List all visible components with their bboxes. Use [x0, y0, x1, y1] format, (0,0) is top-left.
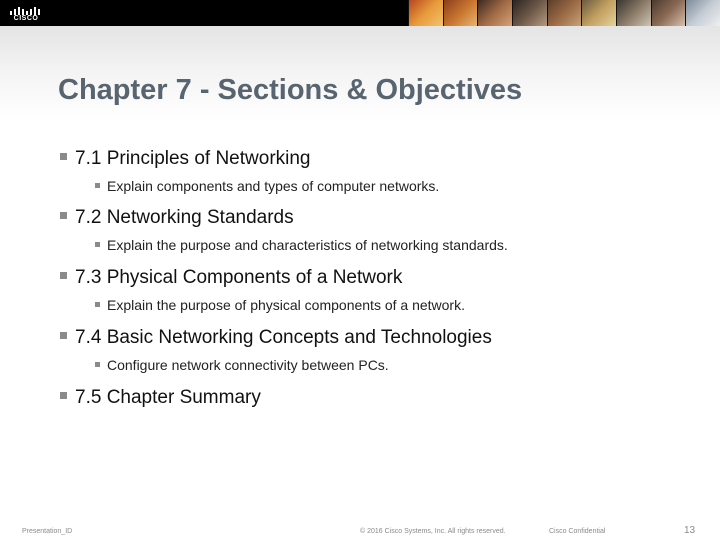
square-bullet-icon — [95, 302, 100, 307]
portrait-photo — [512, 0, 547, 26]
slide-title: Chapter 7 - Sections & Objectives — [58, 74, 523, 106]
section-heading — [60, 327, 492, 349]
header-bar — [0, 0, 720, 26]
section-heading-text: 7.1 Principles of Networking — [75, 148, 311, 169]
section-heading-text: 7.3 Physical Components of a Network — [75, 267, 403, 288]
section-heading-text: 7.5 Chapter Summary — [75, 387, 261, 408]
portrait-photo — [408, 0, 443, 26]
section-heading — [60, 207, 294, 229]
section-heading — [60, 148, 311, 170]
logo-wordmark: CISCO — [13, 15, 39, 22]
square-bullet-icon — [95, 183, 100, 188]
section-heading-text: 7.2 Networking Standards — [75, 207, 294, 228]
square-bullet-icon — [60, 153, 67, 160]
portrait-photo — [685, 0, 720, 26]
section-objective-text: Explain the purpose of physical components of a network. — [107, 297, 465, 313]
square-bullet-icon — [60, 212, 67, 219]
square-bullet-icon — [60, 392, 67, 399]
portrait-photo — [651, 0, 686, 26]
square-bullet-icon — [95, 362, 100, 367]
page-number: 13 — [684, 525, 696, 536]
section-objective-text: Explain components and types of computer networks. — [107, 178, 440, 194]
portrait-photo — [581, 0, 616, 26]
section-objective-text: Explain the purpose and characteristics of networking standards. — [107, 237, 508, 253]
section-objective-text: Configure network connectivity between PCs. — [107, 357, 389, 373]
cisco-logo — [9, 4, 43, 22]
square-bullet-icon — [60, 332, 67, 339]
square-bullet-icon — [95, 242, 100, 247]
section-heading — [60, 387, 261, 409]
portrait-photo — [443, 0, 478, 26]
square-bullet-icon — [60, 272, 67, 279]
section-objective — [95, 357, 389, 373]
section-objective — [95, 237, 508, 253]
footer-confidential: Cisco Confidential — [549, 528, 606, 535]
section-objective — [95, 178, 439, 194]
portrait-photo — [547, 0, 582, 26]
photo-strip — [408, 0, 720, 26]
footer-copyright: © 2016 Cisco Systems, Inc. All rights reserved. — [360, 528, 506, 535]
footer-presentation-id: Presentation_ID — [22, 528, 73, 535]
section-heading-text: 7.4 Basic Networking Concepts and Technologies — [75, 327, 492, 348]
section-heading — [60, 267, 402, 289]
portrait-photo — [477, 0, 512, 26]
section-objective — [95, 297, 465, 313]
portrait-photo — [616, 0, 651, 26]
